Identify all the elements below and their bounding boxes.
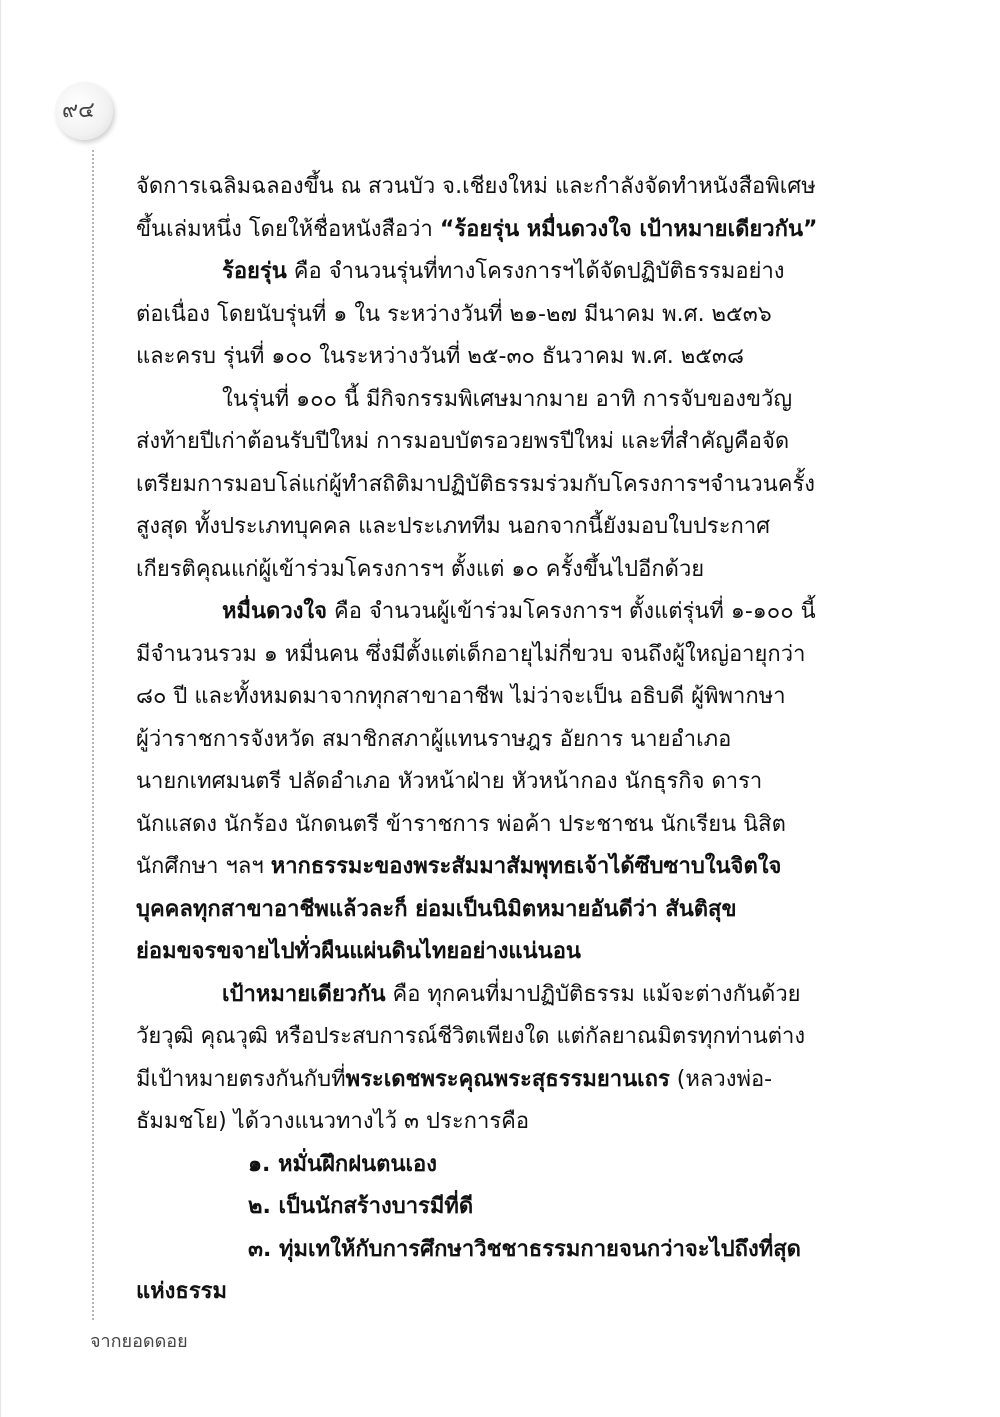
text-line <box>136 379 880 422</box>
text-segment: ธัมมชโย) ได้วางแนวทางไว้ ๓ ประการคือ <box>136 1109 530 1134</box>
text-segment: นักแสดง นักร้อง นักดนตรี ข้าราชการ พ่อค้า ประชาชน นักเรียน นิสิต <box>136 811 786 837</box>
footer-book-title: จากยอดดอย <box>90 1331 188 1352</box>
text-segment: นายกเทศมนตรี ปลัดอำเภอ หัวหน้าฝ่าย หัวหน้ากอง นักธุรกิจ ดารา <box>136 769 763 794</box>
principle-2: ๒. เป็นนักสร้างบารมีที่ดี <box>248 1194 474 1219</box>
principle-3-continued: แห่งธรรม <box>136 1279 227 1304</box>
text-segment: ในรุ่นที่ ๑๐๐ นี้ มีกิจกรรมพิเศษมากมาย อาทิ การจับของขวัญ <box>222 386 793 412</box>
honorific-name: พระเดชพระคุณพระสุธรรมยานเถร <box>345 1066 670 1092</box>
text-line <box>136 719 880 762</box>
text-line <box>136 464 880 507</box>
text-line <box>136 209 880 252</box>
text-segment: ส่งท้ายปีเก่าต้อนรับปีใหม่ การมอบบัตรอวยพรปีใหม่ และที่สำคัญคือจัด <box>136 429 790 454</box>
text-line <box>136 166 880 209</box>
list-item <box>136 1144 880 1187</box>
text-segment: คือ ทุกคนที่มาปฏิบัติธรรม แม้จะต่างกันด้วย <box>385 981 801 1007</box>
text-line <box>136 251 880 294</box>
text-segment: มีเป้าหมายตรงกันกับที่ <box>136 1066 346 1092</box>
text-line <box>136 294 880 337</box>
text-line <box>136 974 880 1017</box>
text-line <box>136 804 880 847</box>
text-line <box>136 846 880 889</box>
term-roi-run: ร้อยรุ่น <box>222 259 287 284</box>
text-line <box>136 506 880 549</box>
text-segment: คือ จำนวนรุ่นที่ทางโครงการฯได้จัดปฏิบัติธรรมอย่าง <box>286 259 785 284</box>
text-segment: สูงสุด ทั้งประเภทบุคคล และประเภททีม นอกจากนี้ยังมอบใบประกาศ <box>136 514 771 539</box>
text-segment: ขึ้นเล่มหนึ่ง โดยให้ชื่อหนังสือว่า <box>136 216 433 242</box>
text-line <box>136 889 880 932</box>
margin-dotted-line <box>92 150 94 1320</box>
text-line <box>136 634 880 677</box>
term-pao-mai-diew-kan: เป้าหมายเดียวกัน <box>222 981 386 1007</box>
text-line <box>136 676 880 719</box>
text-line <box>136 761 880 804</box>
text-segment: นักศึกษา ฯลฯ <box>136 854 264 879</box>
text-segment: (หลวงพ่อ- <box>669 1066 773 1092</box>
principle-1: ๑. หมั่นฝึกฝนตนเอง <box>248 1151 437 1177</box>
list-item <box>136 1186 880 1229</box>
text-segment: และครบ รุ่นที่ ๑๐๐ ในระหว่างวันที่ ๒๕-๓๐ ธันวาคม พ.ศ. ๒๕๓๘ <box>136 344 744 369</box>
term-muen-duang-jai: หมื่นดวงใจ <box>222 599 328 624</box>
emphasis-text: บุคคลทุกสาขาอาชีพแล้วละก็ ย่อมเป็นนิมิตหมายอันดีว่า สันติสุข <box>136 896 737 922</box>
text-segment: วัยวุฒิ คุณวุฒิ หรือประสบการณ์ชีวิตเพียงใด แต่กัลยาณมิตรทุกท่านต่าง <box>136 1024 806 1049</box>
text-line <box>136 549 880 592</box>
text-segment: มีจำนวนรวม ๑ หมื่นคน ซึ่งมีตั้งแต่เด็กอายุไม่กี่ขวบ จนถึงผู้ใหญ่อายุกว่า <box>136 641 806 667</box>
text-segment: ๘๐ ปี และทั้งหมดมาจากทุกสาขาอาชีพ ไม่ว่าจะเป็น อธิบดี ผู้พิพากษา <box>136 684 786 709</box>
text-segment: เตรียมการมอบโล่แก่ผู้ทำสถิติมาปฏิบัติธรรมร่วมกับโครงการฯจำนวนครั้ง <box>136 471 816 497</box>
page-number: ๙๔ <box>62 98 95 123</box>
text-line <box>136 1016 880 1059</box>
text-line <box>136 1101 880 1144</box>
text-line <box>136 931 880 974</box>
book-title: “ร้อยรุ่น หมื่นดวงใจ เป้าหมายเดียวกัน” <box>439 216 818 242</box>
text-line <box>136 1059 880 1102</box>
text-segment: ต่อเนื่อง โดยนับรุ่นที่ ๑ ใน ระหว่างวันที่ ๒๑-๒๗ มีนาคม พ.ศ. ๒๕๓๖ <box>136 301 772 327</box>
text-line <box>136 1271 880 1314</box>
text-segment: เกียรติคุณแก่ผู้เข้าร่วมโครงการฯ ตั้งแต่ ๑๐ ครั้งขึ้นไปอีกด้วย <box>136 556 705 582</box>
principle-3: ๓. ทุ่มเทให้กับการศึกษาวิชชาธรรมกายจนกว่าจะไปถึงที่สุด <box>248 1236 801 1262</box>
emphasis-text: หากธรรมะของพระสัมมาสัมพุทธเจ้าได้ซึบซาบในจิตใจ <box>270 854 782 879</box>
text-segment: จัดการเฉลิมฉลองขึ้น ณ สวนบัว จ.เชียงใหม่ และกำลังจัดทำหนังสือพิเศษ <box>136 174 816 199</box>
list-item <box>136 1229 880 1272</box>
text-line <box>136 421 880 464</box>
text-line <box>136 336 880 379</box>
text-line <box>136 591 880 634</box>
text-segment: ผู้ว่าราชการจังหวัด สมาชิกสภาผู้แทนราษฎร อัยการ นายอำเภอ <box>136 726 732 752</box>
body-text <box>136 166 880 1314</box>
emphasis-text: ย่อมขจรขจายไปทั่วผืนแผ่นดินไทยอย่างแน่นอน <box>136 939 581 964</box>
text-segment: คือ จำนวนผู้เข้าร่วมโครงการฯ ตั้งแต่รุ่นที่ ๑-๑๐๐ นี้ <box>327 599 816 624</box>
